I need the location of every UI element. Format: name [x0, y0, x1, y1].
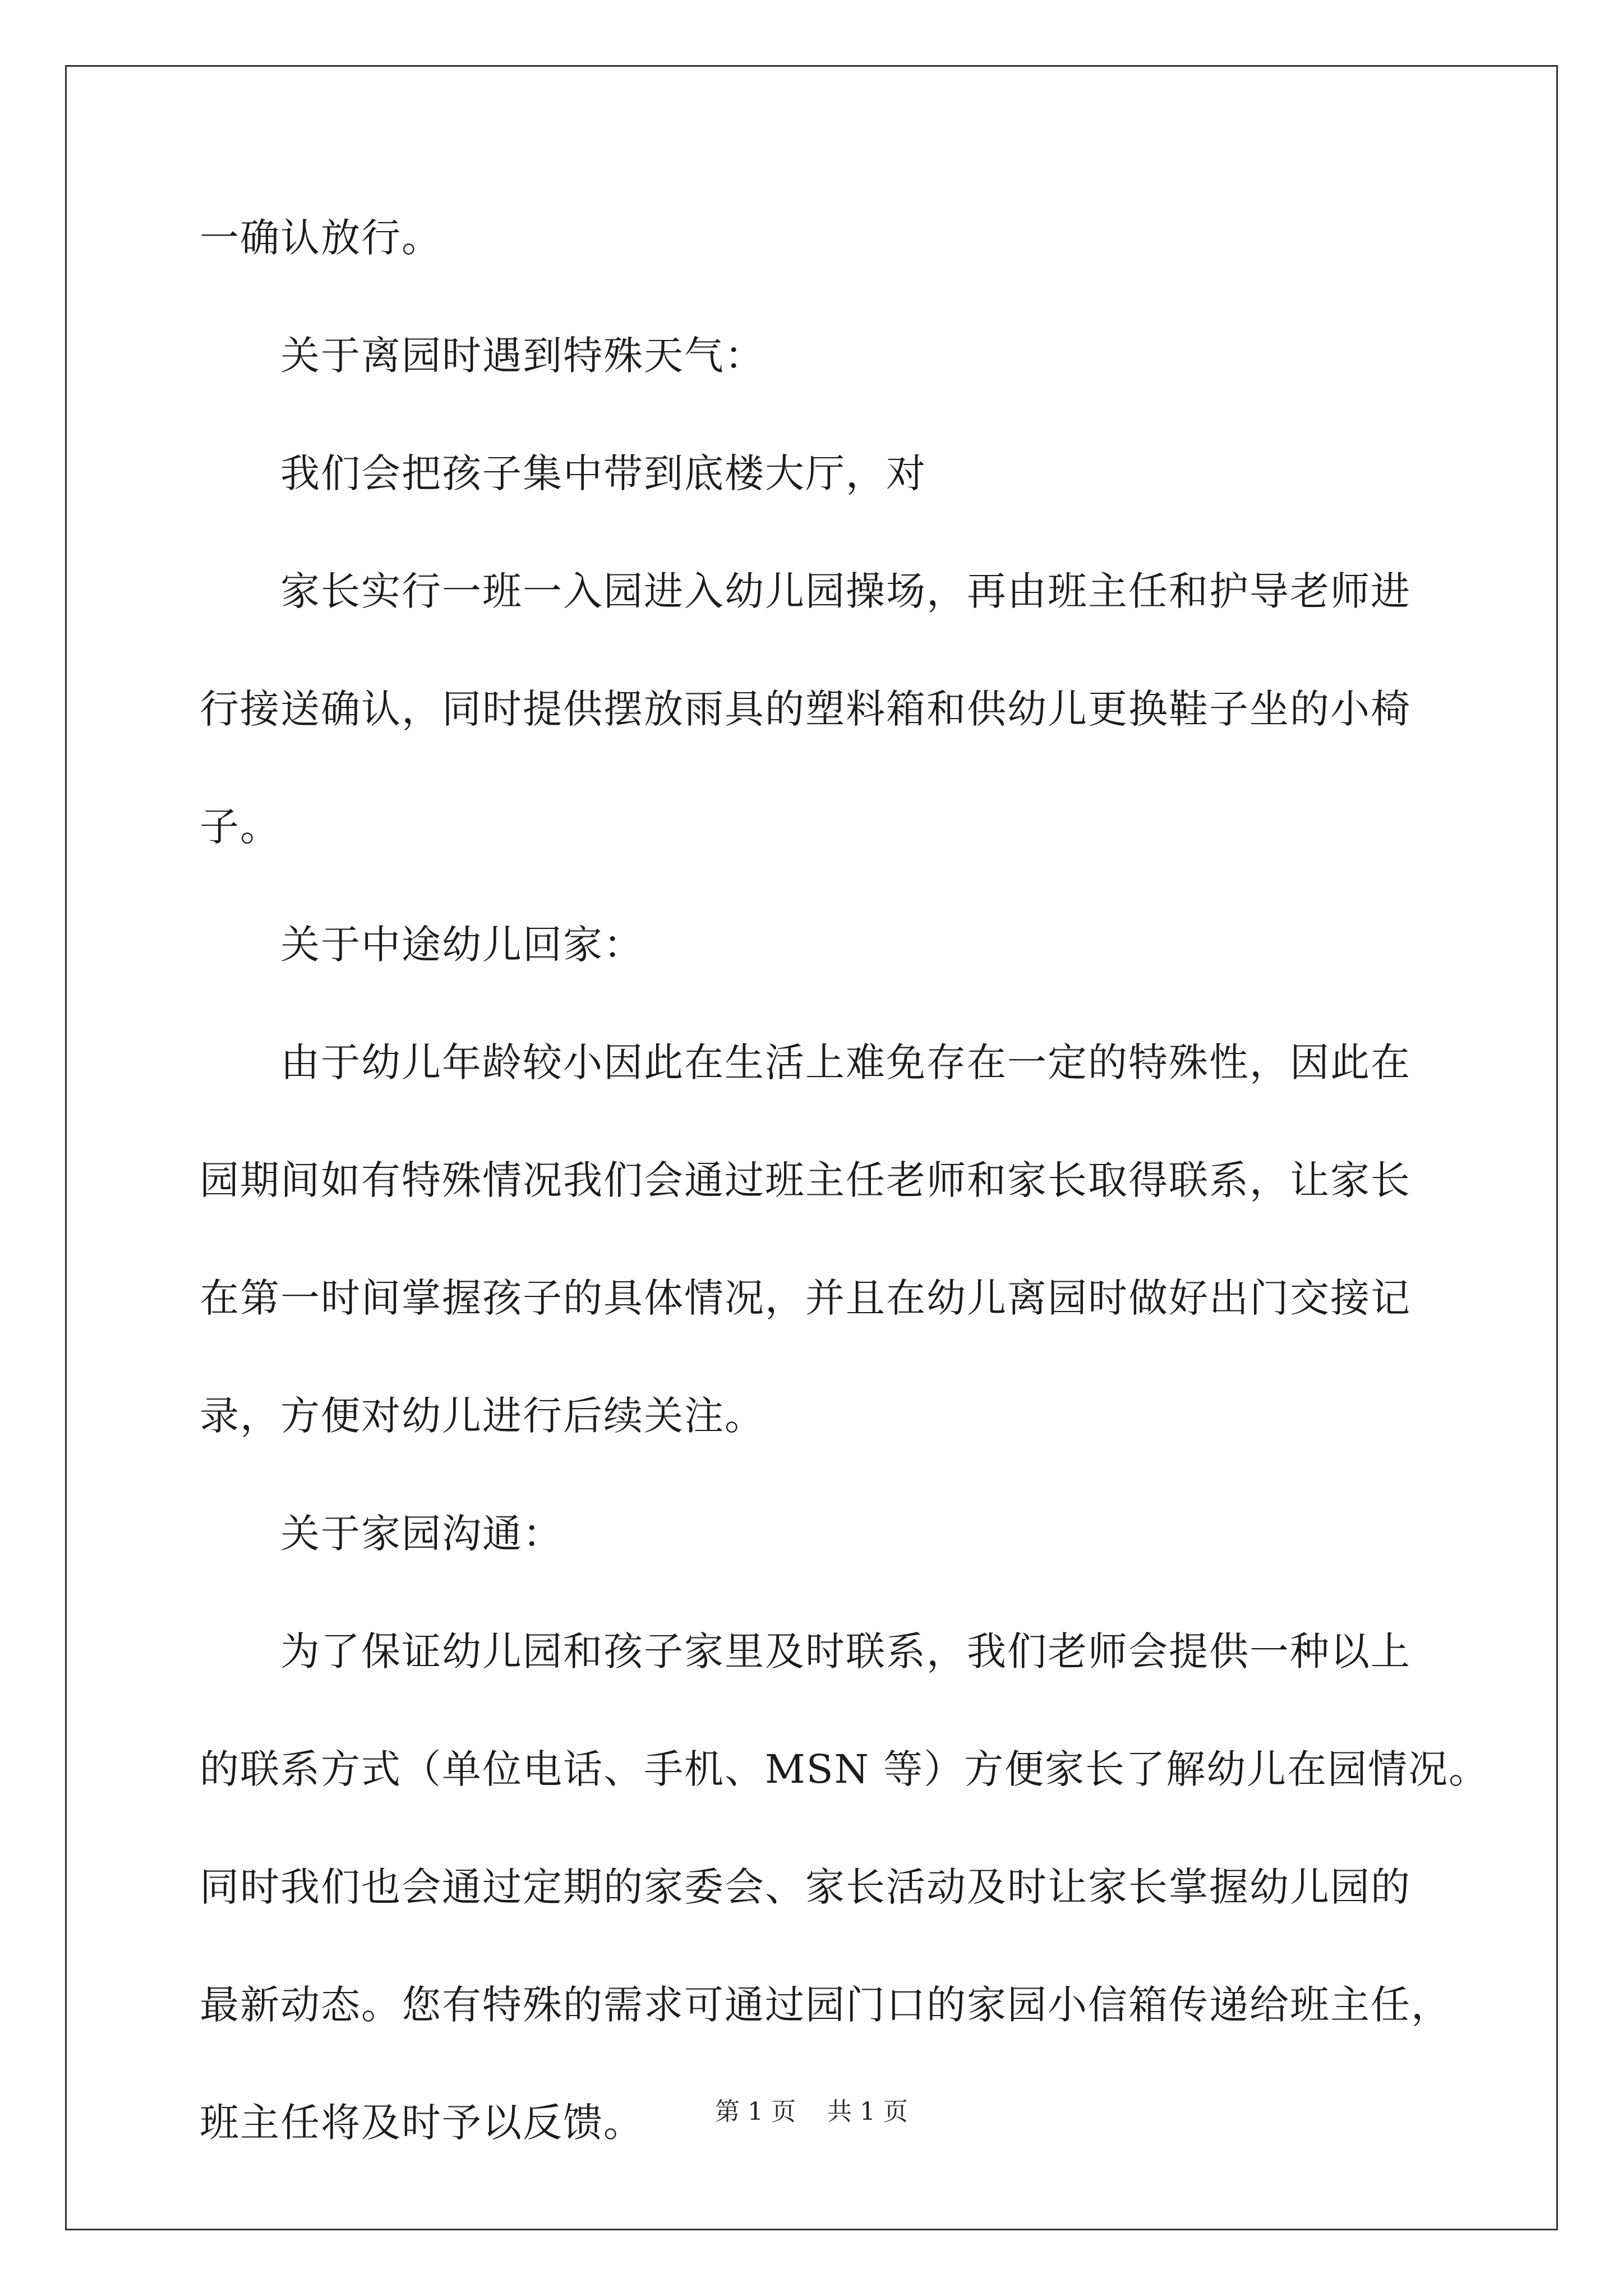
section-heading: 关于家园沟通： — [280, 1511, 563, 1557]
text-line: 为了保证幼儿园和孩子家里及时联系，我们老师会提供一种以上 — [280, 1628, 1411, 1674]
text-line: 最新动态。您有特殊的需求可通过园门口的家园小信箱传递给班主任， — [200, 1982, 1451, 2028]
text-line: 同时我们也会通过定期的家委会、家长活动及时让家长掌握幼儿园的 — [200, 1864, 1411, 1910]
text-line: 班主任将及时予以反馈。 — [200, 2100, 644, 2146]
text-line: 行接送确认，同时提供摆放雨具的塑料箱和供幼儿更换鞋子坐的小椅 — [200, 686, 1411, 732]
text-line: 园期间如有特殊情况我们会通过班主任老师和家长取得联系，让家长 — [200, 1157, 1411, 1203]
text-line: 子。 — [200, 804, 280, 850]
text-line: 录，方便对幼儿进行后续关注。 — [200, 1393, 765, 1439]
text-line: 在第一时间掌握孩子的具体情况，并且在幼儿离园时做好出门交接记 — [200, 1275, 1411, 1321]
document-body — [200, 211, 1490, 2214]
text-line: 一确认放行。 — [200, 215, 442, 261]
section-heading: 关于中途幼儿回家： — [280, 922, 644, 968]
page-number-footer: 第 1 页 共 1 页 — [715, 2097, 908, 2126]
section-heading: 关于离园时遇到特殊天气： — [280, 333, 765, 379]
text-line: 的联系方式（单位电话、手机、MSN 等）方便家长了解幼儿在园情况。 — [200, 1746, 1490, 1792]
text-line: 我们会把孩子集中带到底楼大厅，对 — [280, 450, 926, 496]
text-line: 由于幼儿年龄较小因此在生活上难免存在一定的特殊性，因此在 — [280, 1039, 1411, 1085]
text-line: 家长实行一班一入园进入幼儿园操场，再由班主任和护导老师进 — [280, 568, 1411, 614]
